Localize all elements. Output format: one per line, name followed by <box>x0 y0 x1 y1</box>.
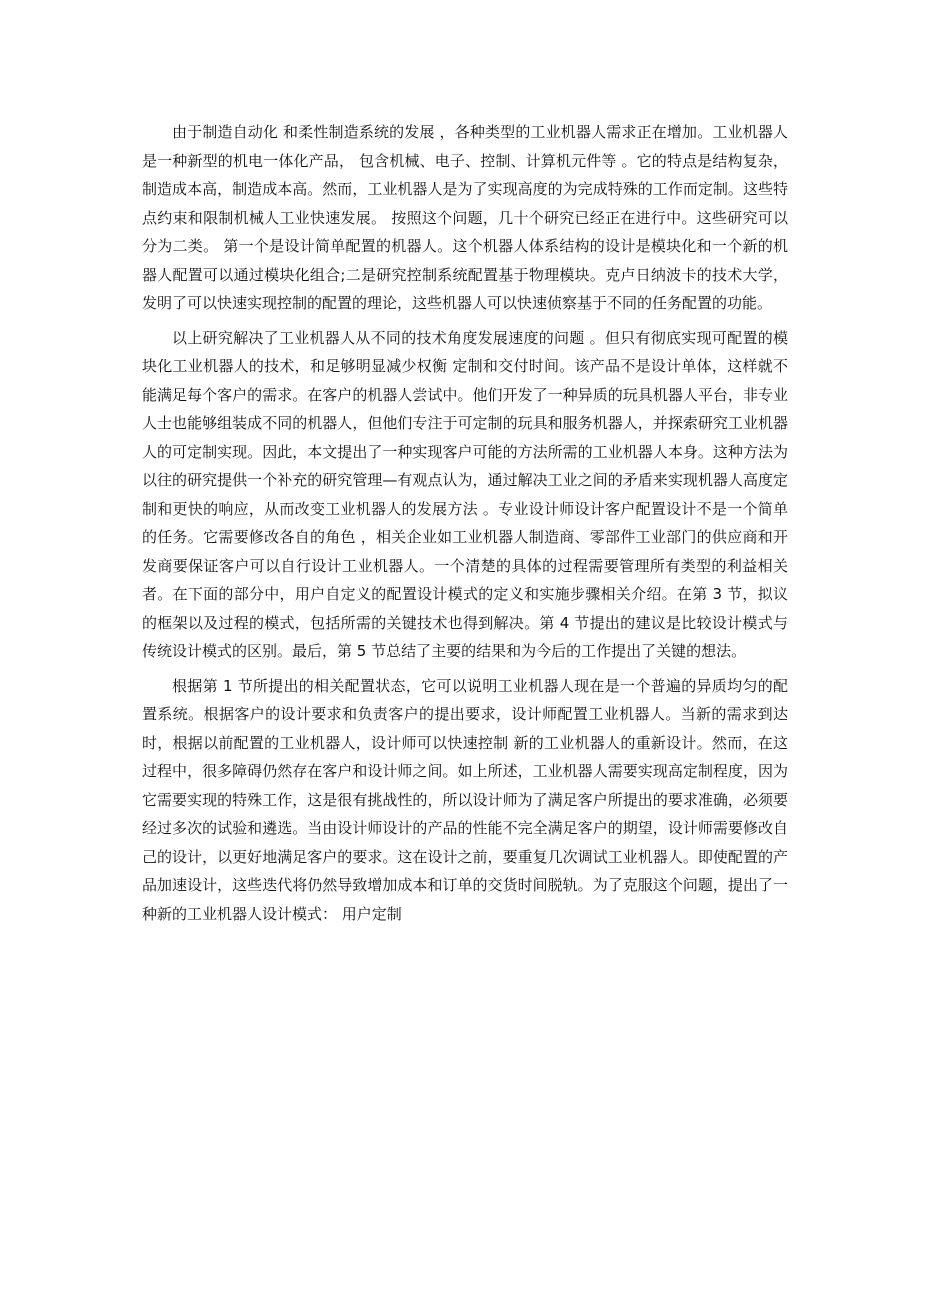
body-paragraph-1: 由于制造自动化 和柔性制造系统的发展 ，各种类型的工业机器人需求正在增加。工业机器人是一种新型的机电一体化产品， 包含机械、电子、控制、计算机元件等 。它的特点是结构复杂，制造成本高，制造成本高。然而，工业机器人是为了实现高度的为完成特殊的工作而定制。这些特点约束和限制机械人工业快速发展。 按照这个问题，几十个研究已经正在进行中。这些研究可以分为二类。 第一个是设计简单配置的机器人。这个机器人体系结构的设计是模块化和一个新的机器人配置可以通过模块化组合;二是研究控制系统配置基于物理模块。克卢日纳波卡的技术大学，发明了可以快速实现控制的配置的理论，这些机器人可以快速侦察基于不同的任务配置的功能。 <box>142 123 788 312</box>
body-paragraph-2: 以上研究解决了工业机器人从不同的技术角度发展速度的问题 。但只有彻底实现可配置的模块化工业机器人的技术，和足够明显减少权衡 定制和交付时间。该产品不是设计单体，这样就不能满足每个客户的需求。在客户的机器人尝试中。他们开发了一种异质的玩具机器人平台，非专业人士也能够组装成不同的机器人，但他们专注于可定制的玩具和服务机器人，并探索研究工业机器人的可定制实现。因此，本文提出了一种实现客户可能的方法所需的工业机器人本身。这种方法为以往的研究提供一个补充的研究管理—有观点认为，通过解决工业之间的矛盾来实现机器人高度定制和更快的响应，从而改变工业机器人的发展方法 。专业设计师设计客户配置设计不是一个简单的任务。它需要修改各自的角色 ，相关企业如工业机器人制造商、零部件工业部门的供应商和开发商要保证客户可以自行设计工业机器人。一个清楚的具体的过程需要管理所有类型的利益相关者。在下面的部分中，用户自定义的配置设计模式的定义和实施步骤相关介绍。在第 3 节，拟议的框架以及过程的模式，包括所需的关键技术也得到解决。第 4 节提出的建议是比较设计模式与传统设计模式的区别。最后，第 5 节总结了主要的结果和为今后的工作提出了关键的想法。 <box>142 328 788 660</box>
document-body <box>142 118 788 928</box>
body-paragraph-3: 根据第 1 节所提出的相关配置状态，它可以说明工业机器人现在是一个普遍的异质均匀的配置系统。根据客户的设计要求和负责客户的提出要求，设计师配置工业机器人。当新的需求到达时，根据以前配置的工业机器人，设计师可以快速控制 新的工业机器人的重新设计。然而，在这过程中，很多障碍仍然存在客户和设计师之间。如上所述，工业机器人需要实现高定制程度，因为它需要实现的特殊工作，这是很有挑战性的，所以设计师为了满足客户所提出的要求准确，必须要经过多次的试验和遴选。当由设计师设计的产品的性能不完全满足客户的期望，设计师需要修改自己的设计，以更好地满足客户的要求。这在设计之前，要重复几次调试工业机器人。即使配置的产品加速设计，这些迭代将仍然导致增加成本和订单的交货时间脱轨。为了克服这个问题，提出了一种新的工业机器人设计模式： 用户定制 <box>142 676 788 923</box>
